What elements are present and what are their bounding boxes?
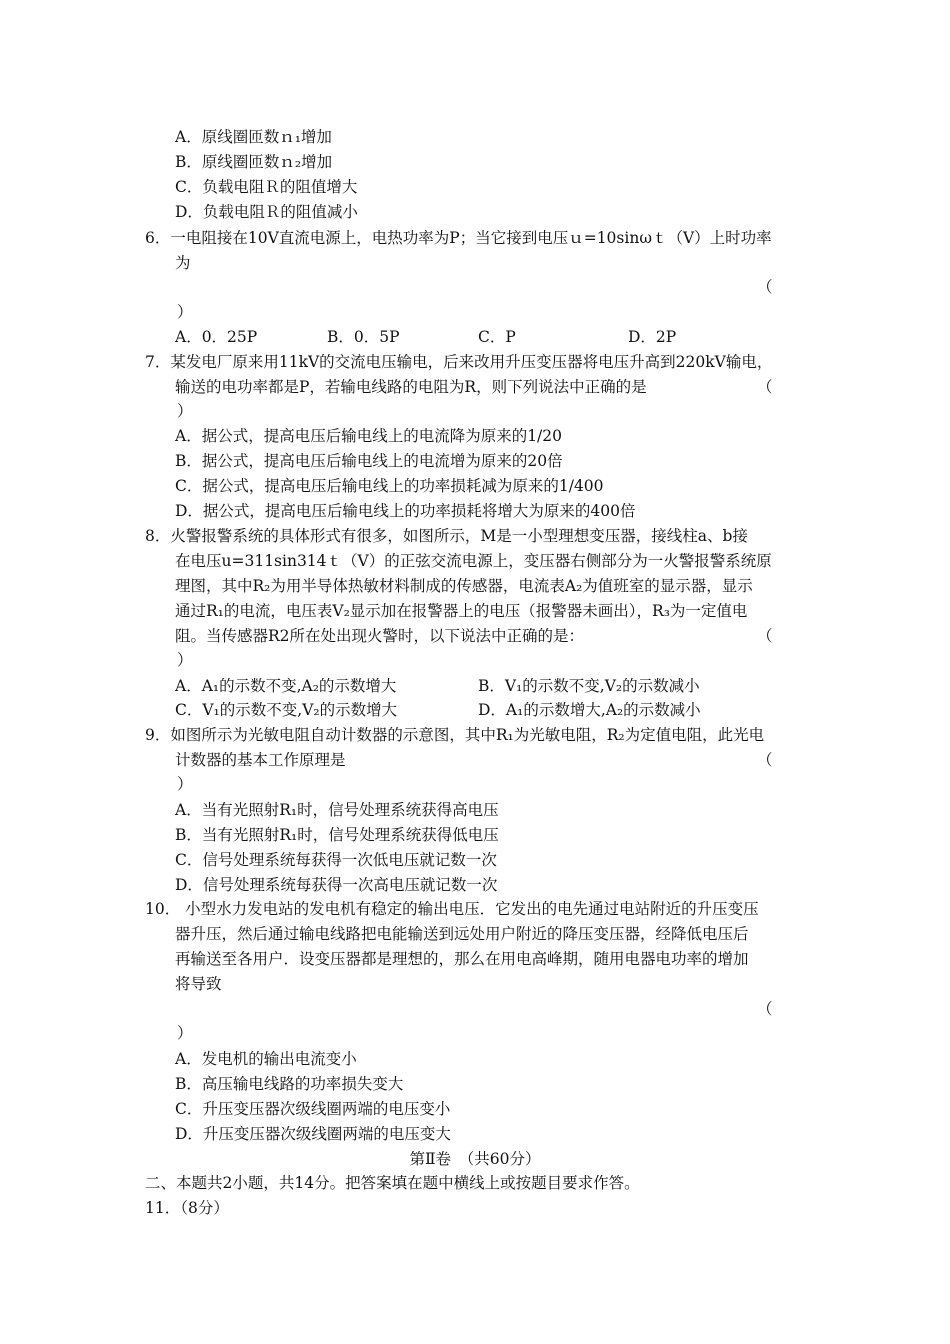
q7-option-b: B．据公式，提高电压后输电线上的电流增为原来的20倍 [175, 452, 563, 470]
q7-option-d: D．据公式，提高电压后输电线上的功率损耗将增大为原来的400倍 [175, 502, 636, 520]
q10-stem-line1: 10． 小型水力发电站的发电机有稳定的输出电压．它发出的电先通过电站附近的升压变压 [145, 900, 759, 918]
q5-option-c: C．负载电阻Ｒ的阻值增大 [175, 178, 358, 196]
q9-paren-open: （ [757, 751, 773, 769]
q7-option-c: C．据公式，提高电压后输电线上的功率损耗减为原来的1/400 [175, 477, 604, 495]
q7-option-a: A．据公式，提高电压后输电线上的电流降为原来的1/20 [175, 427, 563, 445]
q8-stem-line5: 阻。当传感器R2所在处出现火警时，以下说法中正确的是： [175, 627, 585, 645]
q9-option-d: D．信号处理系统每获得一次高电压就记数一次 [175, 876, 498, 894]
q8-option-a: A．A₁的示数不变,A₂的示数增大 [175, 677, 397, 695]
q6-paren-open: （ [757, 278, 773, 296]
q7-paren-open: （ [757, 378, 773, 396]
q9-option-c: C．信号处理系统每获得一次低电压就记数一次 [175, 851, 497, 869]
q9-option-a: A．当有光照射R₁时，信号处理系统获得高电压 [175, 801, 499, 819]
q8-stem-line1: 8．火警报警系统的具体形式有很多，如图所示，M是一小型理想变压器，接线柱a、b接 [145, 527, 748, 545]
q9-paren-close: ） [177, 775, 193, 793]
q10-paren-open: （ [757, 1000, 773, 1018]
q8-stem-line3: 理图，其中R₂为用半导体热敏材料制成的传感器，电流表A₂为值班室的显示器，显示 [175, 577, 753, 595]
q8-option-c: C．V₁的示数不变,V₂的示数增大 [175, 701, 398, 719]
q8-paren-close: ） [177, 651, 193, 669]
q10-stem-line4: 将导致 [175, 975, 222, 993]
q8-stem-line2: 在电压u=311sin314ｔ（V）的正弦交流电源上，变压器右侧部分为一火警报警系统原 [175, 552, 772, 570]
q5-option-d: D．负载电阻Ｒ的阻值减小 [175, 203, 358, 221]
q6-stem-line2: 为 [175, 254, 191, 272]
q5-option-a: A．原线圈匝数ｎ₁增加 [175, 128, 332, 146]
section2-title: 第Ⅱ卷 （共60分） [409, 1150, 541, 1168]
q9-option-b: B．当有光照射R₁时，信号处理系统获得低电压 [175, 826, 499, 844]
q11-heading: 11．（8分） [145, 1199, 229, 1217]
q10-stem-line3: 再输送至各用户．设变压器都是理想的，那么在用电高峰期，随用电器电功率的增加 [175, 950, 749, 968]
q10-option-d: D．升压变压器次级线圈两端的电压变大 [175, 1125, 451, 1143]
q10-option-b: B．高压输电线路的功率损失变大 [175, 1075, 404, 1093]
q8-stem-line4: 通过R₁的电流，电压表V₂显示加在报警器上的电压（报警器未画出），R₃为一定值电 [175, 602, 748, 620]
q7-stem-line1: 7．某发电厂原来用11kV的交流电压输电，后来改用升压变压器将电压升高到220kV输电， [145, 353, 773, 371]
section2-instruction: 二、本题共2小题，共14分。把答案填在题中横线上或按题目要求作答。 [145, 1174, 640, 1192]
q6-option-a: A．0．25P [175, 328, 258, 346]
q9-stem-line1: 9．如图所示为光敏电阻自动计数器的示意图，其中R₁为光敏电阻，R₂为定值电阻，此光电 [145, 726, 765, 744]
q9-stem-line2: 计数器的基本工作原理是 [175, 751, 346, 769]
q7-paren-close: ） [177, 402, 193, 420]
q8-option-d: D．A₁的示数增大,A₂的示数减小 [478, 701, 701, 719]
q8-option-b: B．V₁的示数不变,V₂的示数减小 [478, 677, 700, 695]
q6-paren-close: ） [177, 303, 193, 321]
q10-stem-line2: 器升压，然后通过输电线路把电能输送到远处用户附近的降压变压器，经降低电压后 [175, 925, 749, 943]
q6-option-d: D．2P [628, 328, 677, 346]
q6-stem-line1: 6．一电阻接在10V直流电源上，电热功率为P；当它接到电压ｕ=10sinωｔ（V）上时功率 [145, 229, 772, 247]
q6-option-c: C．P [478, 328, 516, 346]
q10-option-c: C．升压变压器次级线圈两端的电压变小 [175, 1100, 451, 1118]
q7-stem-line2: 输送的电功率都是P，若输电线路的电阻为R，则下列说法中正确的是 [175, 378, 647, 396]
q6-option-b: B．0．5P [327, 328, 400, 346]
q5-option-b: B．原线圈匝数ｎ₂增加 [175, 153, 333, 171]
q10-paren-close: ） [177, 1024, 193, 1042]
q8-paren-open: （ [757, 627, 773, 645]
q10-option-a: A．发电机的输出电流变小 [175, 1050, 357, 1068]
